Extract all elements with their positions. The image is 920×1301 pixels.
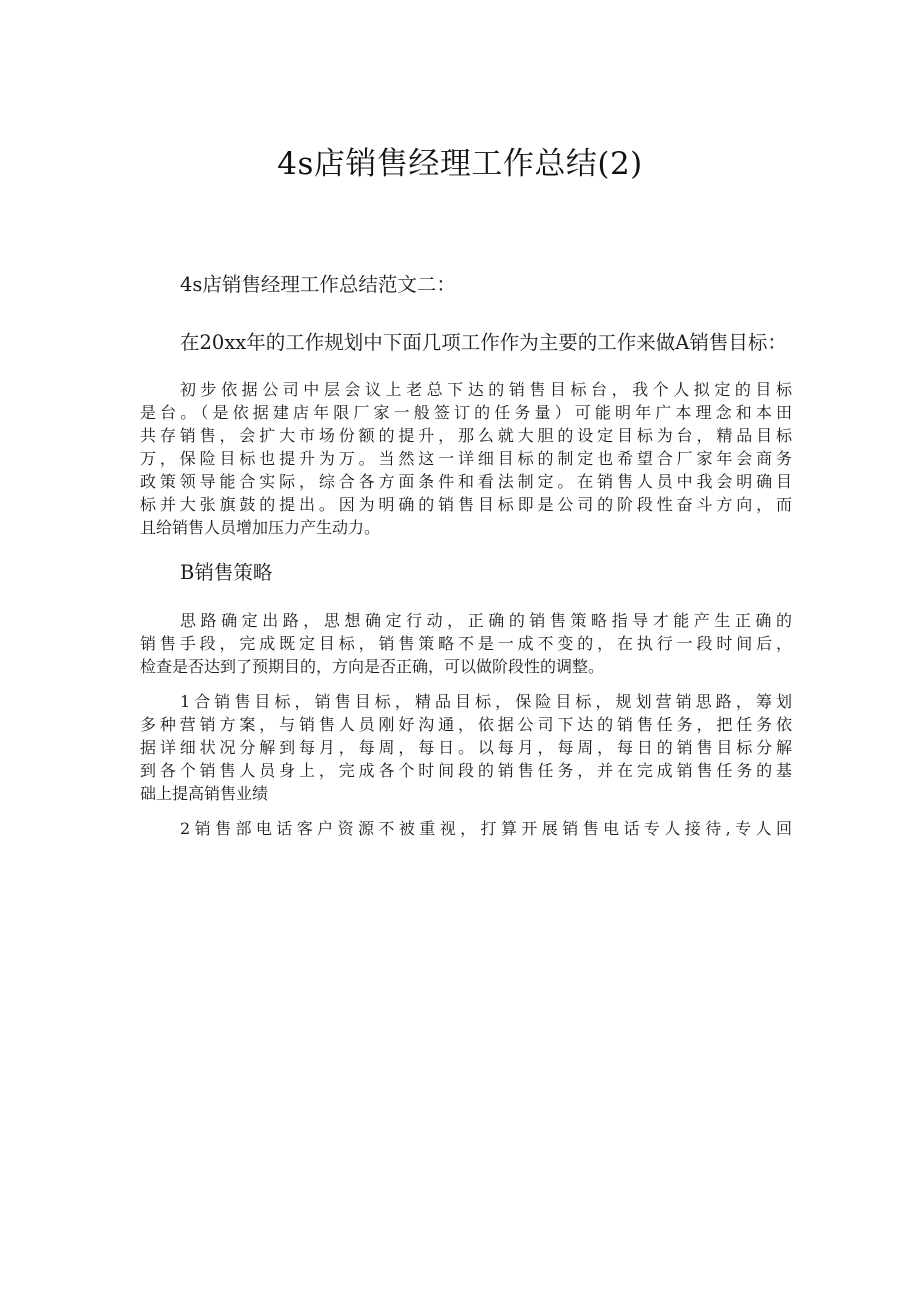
paragraph-line: 标并大张旗鼓的提出。因为明确的销售目标即是公司的阶段性奋斗方向，而 [140, 495, 792, 514]
paragraph-line: 检查是否达到了预期目的，方向是否正确，可以做阶段性的调整。 [140, 656, 605, 676]
paragraph-line: 到各个销售人员身上，完成各个时间段的销售任务，并在完成销售任务的基 [140, 760, 792, 780]
paragraph-line: 且给销售人员增加压力产生动力。 [140, 518, 381, 537]
document-body [140, 262, 792, 839]
document-title: 4s店销售经理工作总结(2) [277, 146, 643, 182]
paragraph-line: 共存销售，会扩大市场份额的提升，那么就大胆的设定目标为台，精品目标 [140, 426, 792, 445]
paragraph-line: 据详细状况分解到每月，每周，每日。以每月，每周，每日的销售目标分解 [140, 737, 792, 757]
paragraph-line: 万，保险目标也提升为万。当然这一详细目标的制定也希望合厂家年会商务 [140, 449, 792, 468]
paragraph-line: 多种营销方案，与销售人员刚好沟通，依据公司下达的销售任务，把任务依 [140, 714, 792, 734]
paragraph-sales-strategy [140, 608, 792, 677]
paragraph-line: 销售手段，完成既定目标，销售策略不是一成不变的，在执行一段时间后， [140, 633, 792, 653]
section-heading-b: B销售策略 [180, 561, 273, 584]
paragraph-line: 政策领导能合实际，综合各方面条件和看法制定。在销售人员中我会明确目 [140, 472, 792, 491]
paragraph-item-2 [140, 816, 792, 839]
paragraph-line: 2销售部电话客户资源不被重视，打算开展销售电话专人接待,专人回 [180, 818, 792, 838]
paragraph-item-1 [140, 689, 792, 804]
intro-line: 在20xx年的工作规划中下面几项工作作为主要的工作来做A销售目标： [180, 330, 787, 354]
paragraph-line: 础上提高销售业绩 [140, 783, 269, 803]
subtitle-line: 4s店销售经理工作总结范文二： [180, 273, 456, 296]
paragraph-line: 是台。（是依据建店年限厂家一般签订的任务量）可能明年广本理念和本田 [140, 403, 792, 422]
paragraph-line: 1合销售目标，销售目标，精品目标，保险目标，规划营销思路，筹划 [180, 691, 792, 711]
paragraph-line: 初步依据公司中层会议上老总下达的销售目标台，我个人拟定的目标 [180, 380, 792, 399]
paragraph-line: 思路确定出路，思想确定行动，正确的销售策略指导才能产生正确的 [180, 610, 792, 630]
paragraph-sales-target [140, 377, 792, 538]
